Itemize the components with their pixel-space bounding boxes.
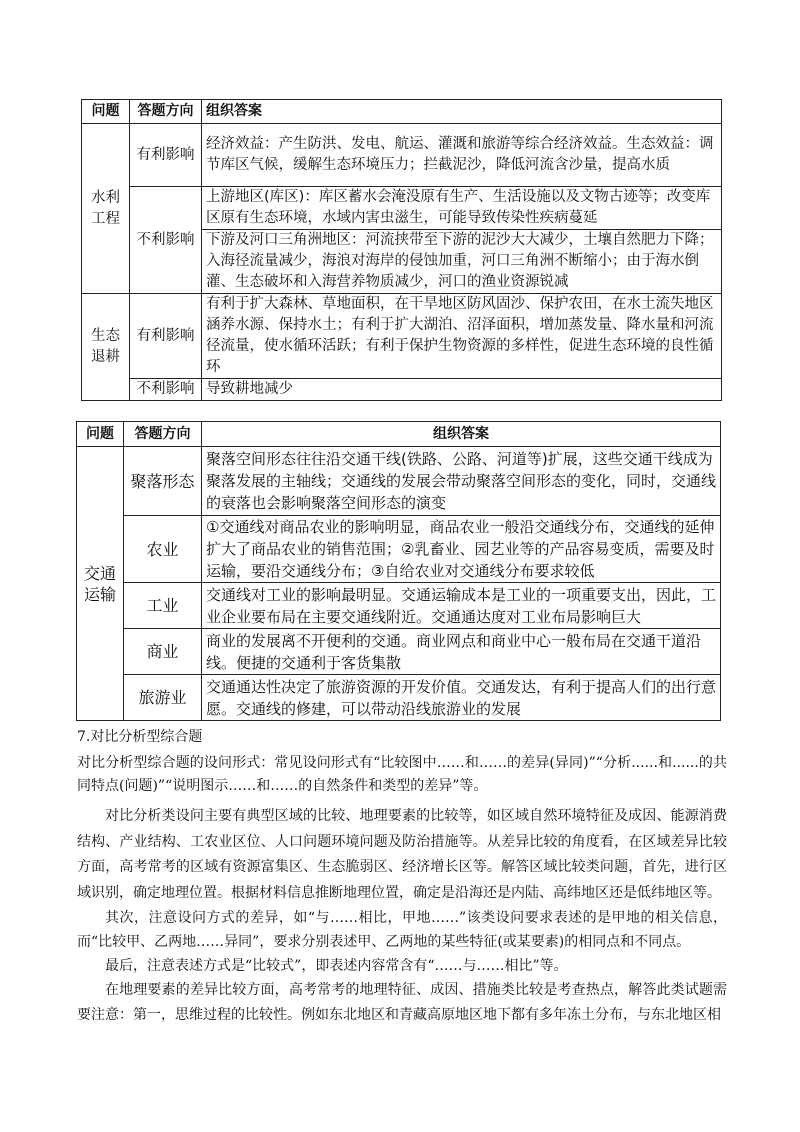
header-answer: 组织答案 (202, 422, 721, 447)
direction-cell: 工业 (124, 583, 202, 629)
paragraph: 其次，注意设问方式的差异，如“与……相比，甲地……”该类设问要求表述的是甲地的相关信息，而“比较甲、乙两地……异同”，要求分别表述甲、乙两地的某些特征(或某要素)的相同点和不同点。 (77, 910, 727, 950)
header-direction: 答题方向 (124, 422, 202, 447)
direction-cell: 旅游业 (124, 675, 202, 721)
group-transport-cell: 交通运输 (77, 447, 124, 721)
group-eco-cell: 生态退耕 (82, 294, 130, 401)
table-row (82, 187, 722, 230)
direction-cell: 有利影响 (130, 294, 202, 379)
header-question: 问题 (82, 100, 130, 124)
header-answer: 组织答案 (202, 100, 722, 124)
direction-cell: 农业 (124, 516, 202, 583)
answer-cell: 聚落空间形态往往沿交通干线(铁路、公路、河道等)扩展，这些交通干线成为聚落发展的主轴线；交通线的发展会带动聚落空间形态的变化，同时，交通线的衰落也会影响聚落空间形态的演变 (202, 447, 721, 516)
paragraph: 对比分析类设问主要有典型区域的比较、地理要素的比较等，如区域自然环境特征及成因、能源消费结构、产业结构、工农业区位、人口问题环境问题及防治措施等。从差异比较的角度看，在区域差异比较方面，高考常考的区域有资源富集区、生态脆弱区、经济增长区等。解答区域比较类问题，首先，进行区域识别，确定地理位置。根据材料信息推断地理位置，确定是沿海还是内陆、高纬地区还是低纬地区等。 (77, 808, 727, 901)
table-row (82, 294, 722, 379)
answer-cell: 商业的发展离不开便利的交通。商业网点和商业中心一般布局在交通干道沿线。便捷的交通利于客货集散 (202, 629, 721, 675)
section-heading: 7.对比分析型综合题 (77, 729, 203, 745)
answer-cell: 导致耕地减少 (202, 379, 722, 401)
table-row (77, 583, 721, 629)
answer-cell: 交通线对工业的影响最明显。交通运输成本是工业的一项重要支出，因此，工业企业要布局在主要交通线附近。交通通达度对工业布局影响巨大 (202, 583, 721, 629)
header-direction: 答题方向 (130, 100, 202, 124)
table-header-row (82, 100, 722, 124)
answer-cell: 上游地区(库区)：库区蓄水会淹没原有生产、生活设施以及文物古迹等；改变库区原有生态环境，水域内害虫滋生，可能导致传染性疾病蔓延 (202, 187, 722, 230)
direction-cell: 不利影响 (130, 187, 202, 294)
direction-cell: 不利影响 (130, 379, 202, 401)
paragraph: 对比分析型综合题的设问形式：常见设问形式有“比较图中……和……的差异(异同)”“分析......和......的共同特点(问题)”“说明图示……和……的自然条件和类型的差异”等。 (77, 755, 727, 794)
table-row (77, 447, 721, 516)
answer-cell: 有利于扩大森林、草地面积，在干旱地区防风固沙、保护农田，在水土流失地区涵养水源、保持水土；有利于扩大湖泊、沼泽面积，增加蒸发量、降水量和河流径流量，使水循环活跃；有利于保护生物资源的多样性，促进生态环境的良性循环 (202, 294, 722, 379)
table-water-eco (81, 99, 722, 401)
table-row (82, 124, 722, 187)
body-text (77, 727, 727, 1028)
answer-cell: 经济效益：产生防洪、发电、航运、灌溉和旅游等综合经济效益。生态效益：调节库区气候，缓解生态环境压力；拦截泥沙，降低河流含沙量，提高水质 (202, 124, 722, 187)
table-transport (76, 421, 721, 721)
direction-cell: 聚落形态 (124, 447, 202, 516)
direction-cell: 有利影响 (130, 124, 202, 187)
table-row (77, 675, 721, 721)
table-header-row (77, 422, 721, 447)
answer-cell: ①交通线对商品农业的影响明显，商品农业一般沿交通线分布，交通线的延伸扩大了商品农业的销售范围；②乳畜业、园艺业等的产品容易变质，需要及时运输，要沿交通线分布；③自给农业对交通线分布要求较低 (202, 516, 721, 583)
group-water-cell: 水利工程 (82, 124, 130, 294)
table-row (77, 629, 721, 675)
answer-cell: 交通通达性决定了旅游资源的开发价值。交通发达，有利于提高人们的出行意愿。交通线的修建，可以带动沿线旅游业的发展 (202, 675, 721, 721)
table-row (77, 516, 721, 583)
paragraph: 在地理要素的差异比较方面，高考常考的地理特征、成因、措施类比较是考查热点，解答此类试题需要注意：第一，思维过程的比较性。例如东北地区和青藏高原地区地下都有多年冻土分布，与东北地区相 (77, 982, 727, 1023)
answer-cell: 下游及河口三角洲地区：河流挟带至下游的泥沙大大减少，土壤自然肥力下降；入海径流量减少，海浪对海岸的侵蚀加重，河口三角洲不断缩小；由于海水倒灌、生态破坏和入海营养物质减少，河口的渔业资源锐减 (202, 230, 722, 294)
header-question: 问题 (77, 422, 124, 447)
paragraph: 最后，注意表述方式是“比较式”，即表述内容常含有“……与……相比”等。 (105, 958, 568, 974)
table-row (82, 379, 722, 401)
direction-cell: 商业 (124, 629, 202, 675)
